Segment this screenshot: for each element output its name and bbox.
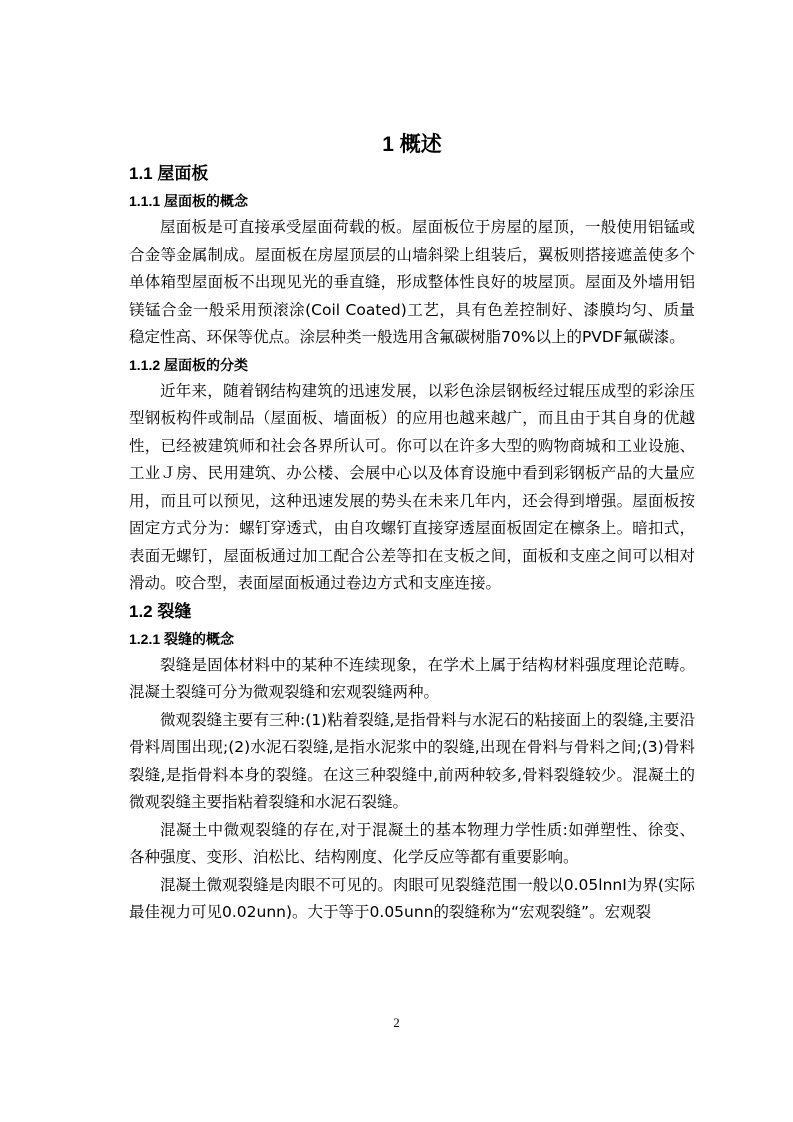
subsection-title: 1.2.1 裂缝的概念	[129, 630, 235, 647]
paragraph: 混凝土微观裂缝是肉眼不可见的。肉眼可见裂缝范围一般以0.05lnnI为界(实际最佳视力可见0.02unn)。大于等于0.05unn的裂缝称为“宏观裂缝”。宏观裂	[129, 875, 695, 921]
paragraph: 屋面板是可直接承受屋面荷载的板。屋面板位于房屋的屋顶，一般使用铝锰或合金等金属制成。屋面板在房屋顶层的山墙斜梁上组装后，翼板则搭接遮盖使多个单体箱型屋面板不出现见光的垂直缝，形成整体性良好的坡屋顶。屋面及外墙用铝镁锰合金一般采用预滚涂(Coil Coated)工艺，具有色差控制好、漆膜均匀、质量稳定性高、环保等优点。涂层种类一般选用含氟碳树脂70%以上的PVDF氟碳漆。	[129, 218, 695, 346]
page-content	[129, 130, 695, 927]
page-number: 2	[393, 1015, 400, 1030]
chapter-title: 1 概述	[382, 133, 442, 156]
subsection-title: 1.1.2 屋面板的分类	[129, 356, 249, 373]
subsection-title: 1.1.1 屋面板的概念	[129, 193, 249, 209]
paragraph: 近年来，随着钢结构建筑的迅速发展，以彩色涂层钢板经过辊压成型的彩涂压型钢板构件或制品（屋面板、墙面板）的应用也越来越广，而且由于其自身的优越性，已经被建筑师和社会各界所认可。你可以在许多大型的购物商城和工业设施、工业Ｊ房、民用建筑、办公楼、会展中心以及体育设施中看到彩钢板产品的大量应用，而且可以预见，这种迅速发展的势头在未来几年内，还会得到增强。屋面板按固定方式分为：螺钉穿透式，由自攻螺钉直接穿透屋面板固定在檩条上。暗扣式，表面无螺钉，屋面板通过加工配合公差等扣在支板之间，面板和支座之间可以相对滑动。咬合型，表面屋面板通过卷边方式和支座连接。	[129, 381, 695, 592]
paragraph: 裂缝是固体材料中的某种不连续现象，在学术上属于结构材料强度理论范畴。混凝土裂缝可分为微观裂缝和宏观裂缝两种。	[129, 655, 695, 701]
paragraph: 微观裂缝主要有三种:(1)粘着裂缝,是指骨料与水泥石的粘接面上的裂缝,主要沿骨料周围出现;(2)水泥石裂缝,是指水泥浆中的裂缝,出现在骨料与骨料之间;(3)骨料裂缝,是指骨料本身的裂缝。在这三种裂缝中,前两种较多,骨料裂缝较少。混凝土的微观裂缝主要指粘着裂缝和水泥石裂缝。	[129, 710, 695, 811]
section-title: 1.2 裂缝	[129, 601, 192, 621]
section-title: 1.1 屋面板	[129, 164, 209, 183]
paragraph: 混凝土中微观裂缝的存在,对于混凝土的基本物理力学性质:如弹塑性、徐变、各种强度、变形、泊松比、结构刚度、化学反应等都有重要影响。	[129, 820, 695, 866]
